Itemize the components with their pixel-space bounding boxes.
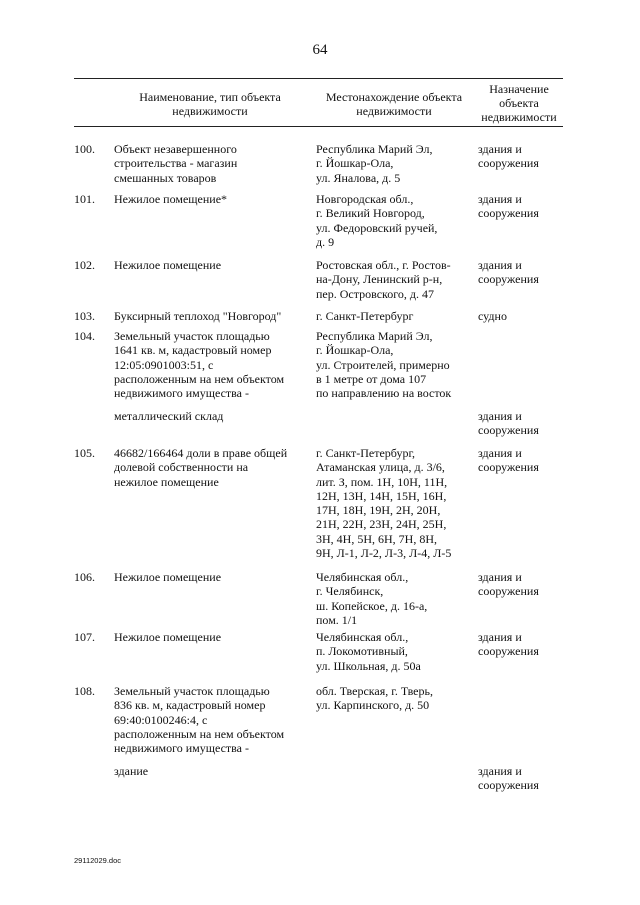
object-name: Нежилое помещение bbox=[114, 258, 222, 272]
object-location: Республика Марий Эл, г. Йошкар-Ола, ул. Яналова, д. 5 bbox=[316, 142, 433, 185]
object-location: Новгородская обл., г. Великий Новгород, ул. Федоровский ручей, д. 9 bbox=[316, 192, 438, 249]
page-number: 64 bbox=[312, 42, 328, 58]
row-number: 102. bbox=[74, 258, 95, 272]
object-location: Ростовская обл., г. Ростов- на-Дону, Ленинский р-н, пер. Островского, д. 47 bbox=[316, 258, 451, 301]
column-header-name: Наименование, тип объекта недвижимости bbox=[139, 90, 281, 118]
object-name: Нежилое помещение bbox=[114, 570, 222, 584]
object-purpose: здания и сооружения bbox=[478, 258, 539, 287]
object-name: Буксирный теплоход "Новгород" bbox=[114, 309, 282, 323]
column-header-location: Местонахождение объекта недвижимости bbox=[325, 90, 463, 118]
object-purpose: здания и сооружения bbox=[478, 142, 539, 171]
row-number: 100. bbox=[74, 142, 95, 156]
object-purpose: здания и сооружения bbox=[478, 764, 539, 793]
object-name: Объект незавершенного строительства - магазин смешанных товаров bbox=[114, 142, 238, 185]
object-name: Нежилое помещение* bbox=[114, 192, 228, 206]
row-number: 101. bbox=[74, 192, 95, 206]
object-name: металлический склад bbox=[114, 409, 224, 423]
object-location: г. Санкт-Петербург, Атаманская улица, д. 3/6, лит. З, пом. 1Н, 10Н, 11Н, 12Н, 13Н, 14Н, 15Н, 16Н, 17Н, 18Н, 19Н, 2Н, 20Н, 21Н, 22Н, 23Н, 24Н, 25Н, 3Н, 4Н, 5Н, 6Н, 7Н, 8Н, 9Н, Л-1, Л-2, Л-3, Л-4, Л-5 bbox=[316, 446, 452, 561]
object-purpose: здания и сооружения bbox=[478, 446, 539, 475]
row-number: 107. bbox=[74, 630, 95, 644]
object-purpose: здания и сооружения bbox=[478, 630, 539, 659]
object-name: Земельный участок площадью 836 кв. м, кадастровый номер 69:40:0100246:4, с расположенным на нем объектом недвижимого имущества - bbox=[114, 684, 285, 756]
row-number: 108. bbox=[74, 684, 95, 698]
object-name: Земельный участок площадью 1641 кв. м, кадастровый номер 12:05:0901003:51, с расположенным на нем объектом недвижимого имущества - bbox=[114, 329, 285, 401]
object-location: г. Санкт-Петербург bbox=[316, 309, 414, 323]
object-purpose: здания и сооружения bbox=[478, 192, 539, 221]
object-name: 46682/166464 доли в праве общей долевой собственности на нежилое помещение bbox=[114, 446, 288, 489]
column-header-purpose: Назначение объекта недвижимости bbox=[481, 82, 557, 124]
object-name: здание bbox=[114, 764, 149, 778]
row-number: 105. bbox=[74, 446, 95, 460]
object-purpose: судно bbox=[478, 309, 507, 323]
object-purpose: здания и сооружения bbox=[478, 409, 539, 438]
object-location: Челябинская обл., г. Челябинск, ш. Копейское, д. 16-а, пом. 1/1 bbox=[316, 570, 428, 627]
object-location: Челябинская обл., п. Локомотивный, ул. Школьная, д. 50а bbox=[316, 630, 421, 673]
object-location: Республика Марий Эл, г. Йошкар-Ола, ул. Строителей, примерно в 1 метре от дома 107 по направлению на восток bbox=[316, 329, 452, 401]
row-number: 106. bbox=[74, 570, 95, 584]
object-name: Нежилое помещение bbox=[114, 630, 222, 644]
object-purpose: здания и сооружения bbox=[478, 570, 539, 599]
table-top-rule bbox=[74, 78, 563, 79]
object-location: обл. Тверская, г. Тверь, ул. Карпинского, д. 50 bbox=[316, 684, 433, 713]
row-number: 103. bbox=[74, 309, 95, 323]
table-header-rule bbox=[74, 126, 563, 127]
row-number: 104. bbox=[74, 329, 95, 343]
file-name-footer: 29112029.doc bbox=[74, 856, 121, 865]
